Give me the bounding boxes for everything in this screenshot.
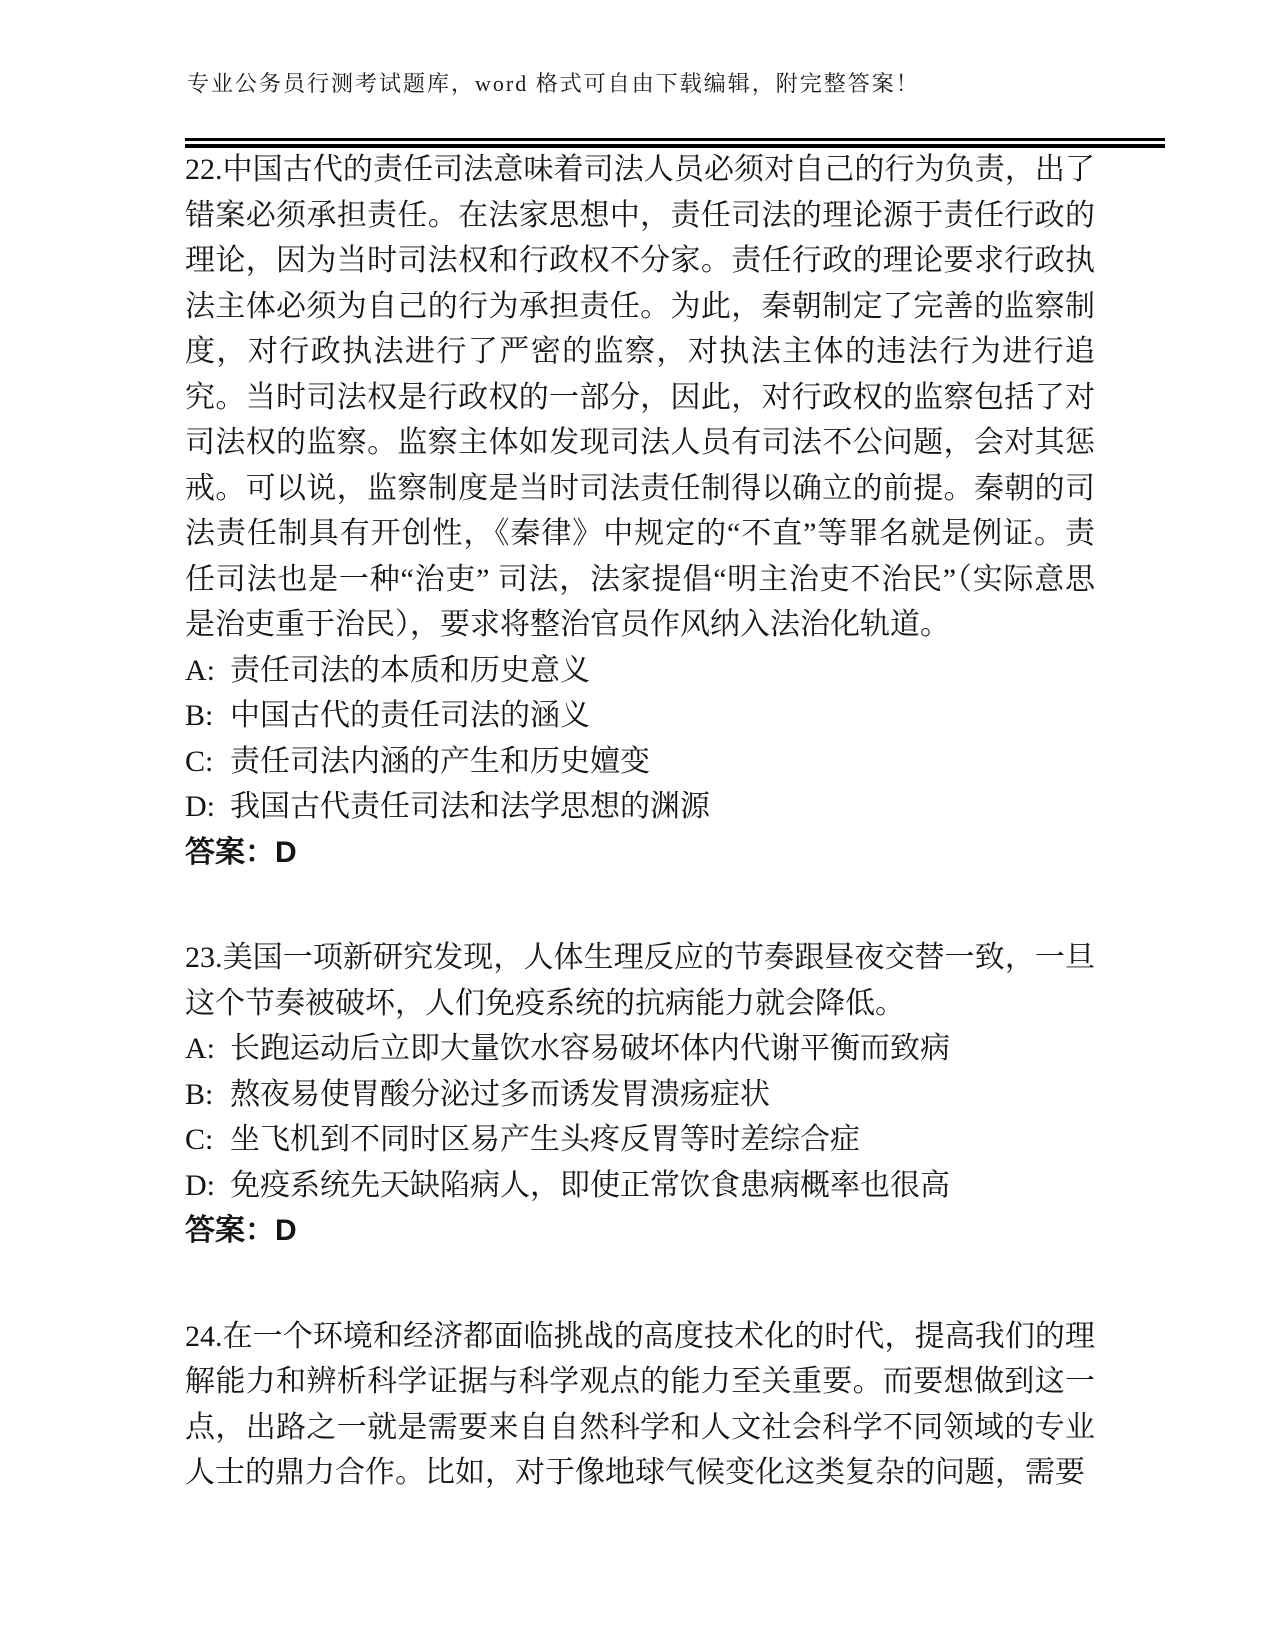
option-row-d [185, 1163, 1095, 1209]
option-text: 坐飞机到不同时区易产生头疼反胃等时差综合症 [230, 1123, 860, 1156]
option-text: 长跑运动后立即大量饮水容易破坏体内代谢平衡而致病 [230, 1032, 950, 1065]
option-label: C: [185, 1123, 214, 1156]
question-stem-text: 在一个环境和经济都面临挑战的高度技术化的时代，提高我们的理解能力和辨析科学证据与科学观点的能力至关重要。而要想做到这一点，出路之一就是需要来自自然科学和人文社会科学不同领域的专业人士的鼎力合作。比如，对于像地球气候变化这类复杂的问题，需要 [185, 1319, 1095, 1489]
option-text: 中国古代的责任司法的涵义 [230, 699, 590, 732]
question-stem-text: 美国一项新研究发现，人体生理反应的节奏跟昼夜交替一致，一旦这个节奏被破坏，人们免疫系统的抗病能力就会降低。 [185, 941, 1095, 1020]
answer-value: D [275, 835, 297, 869]
question-number: 23. [185, 941, 223, 974]
option-row-a [185, 648, 1095, 694]
question-number: 22. [185, 153, 223, 186]
question-23 [185, 935, 1095, 1254]
option-row-a [185, 1026, 1095, 1072]
option-label: D: [185, 1168, 215, 1202]
option-text: 责任司法内涵的产生和历史嬗变 [230, 744, 650, 778]
question-stem-text: 中国古代的责任司法意味着司法人员必须对自己的行为负责，出了错案必须承担责任。在法家思想中，责任司法的理论源于责任行政的理论，因为当时司法权和行政权不分家。责任行政的理论要求行政执法主体必须为自己的行为承担责任。为此，秦朝制定了完善的监察制度，对行政执法进行了严密的监察，对执法主体的违法行为进行追究。当时司法权是行政权的一部分，因此，对行政权的监察包括了对司法权的监察。监察主体如发现司法人员有司法不公问题，会对其惩戒。可以说，监察制度是当时司法责任制得以确立的前提。秦朝的司法责任制具有开创性，《秦律》中规定的“不直”等罪名就是例证。责任司法也是一种“治吏” 司法，法家提倡“明主治吏不治民”（实际意思是治吏重于治民），要求将整治官员作风纳入法治化轨道。 [185, 153, 1095, 641]
answer-label: 答案： [185, 835, 275, 869]
option-row-b [185, 1072, 1095, 1118]
option-text: 免疫系统先天缺陷病人，即使正常饮食患病概率也很高 [230, 1168, 950, 1202]
answer-value: D [275, 1214, 297, 1247]
option-label: A: [185, 1032, 215, 1065]
option-label: B: [185, 1077, 214, 1111]
page-header [187, 68, 1167, 100]
question-24 [185, 1314, 1095, 1496]
question-stem [185, 147, 1095, 648]
option-row-c [185, 1117, 1095, 1163]
option-text: 熬夜易使胃酸分泌过多而诱发胃溃疡症状 [230, 1077, 770, 1111]
option-row-d [185, 784, 1095, 830]
option-label: C: [185, 744, 214, 778]
question-22 [185, 147, 1095, 875]
option-row-b [185, 693, 1095, 739]
option-text: 责任司法的本质和历史意义 [230, 653, 590, 687]
answer-label: 答案： [185, 1214, 275, 1247]
option-label: B: [185, 699, 214, 732]
option-text: 我国古代责任司法和法学思想的渊源 [230, 790, 710, 823]
header-title: 专业公务员行测考试题库，word 格式可自由下载编辑，附完整答案！ [187, 71, 920, 96]
question-stem [185, 1314, 1095, 1496]
answer-line [185, 830, 1095, 876]
question-number: 24. [185, 1319, 223, 1353]
option-label: A: [185, 653, 215, 687]
option-label: D: [185, 790, 215, 823]
option-row-c [185, 739, 1095, 785]
question-stem [185, 935, 1095, 1026]
document-body [185, 147, 1095, 1496]
answer-line [185, 1208, 1095, 1254]
